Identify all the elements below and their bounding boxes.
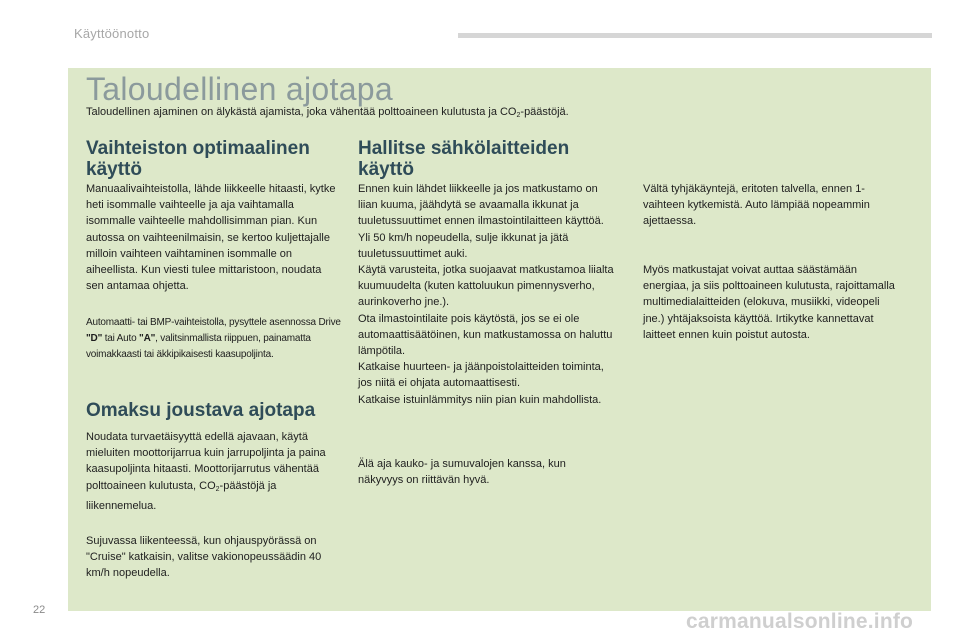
flexible-text-post: -päästöjä ja liikennemelua. xyxy=(86,479,277,512)
gearbox-paragraph-manual: Manuaalivaihteistolla, lähde liikkeelle hitaasti, kytke heti isommalle vaihteelle ja aja vaihtamalla isommalle vaihteelle mahdollisimman pian. Kun autossa on vaihteenilmaisin, se kertoo kuljettajalle milloin vaihteen vaihtaminen isommalle on aiheellista. Kun viesti tulee mittaristoon, noudata sen antamaa ohjetta. xyxy=(86,183,336,293)
flexible-co2-subscript: 2 xyxy=(215,485,220,493)
flexible-text-pre: Noudata turvaetäisyyttä edellä ajavaan, käytä mieluiten moottorijarrua kuin jarrupoljinta ja paina kaasupoljinta hitaasti. Moottorijarrutus vähentää polttoaineen kulutusta, CO xyxy=(86,431,326,492)
gearbox-paragraph-automatic xyxy=(86,315,343,363)
gearbox-heading: Vaihteiston optimaalinen käyttö xyxy=(86,138,310,180)
intro-text-pre: Taloudellinen ajaminen on älykästä ajamista, joka vähentää polttoaineen kulutusta ja CO xyxy=(86,106,517,118)
page-number: 22 xyxy=(33,604,46,616)
page-title: Taloudellinen ajotapa xyxy=(86,71,393,107)
gearbox-auto-label: "A" xyxy=(139,333,156,344)
intro-co2-subscript: 2 xyxy=(516,112,521,119)
flexible-paragraph-cruise: Sujuvassa liikenteessä, kun ohjauspyörässä on "Cruise" katkaisin, valitse vakionopeussäädin 40 km/h nopeudella. xyxy=(86,535,322,580)
gearbox-auto-text-b: tai Auto xyxy=(102,333,140,344)
electrical-paragraph-idling: Vältä tyhjäkäyntejä, eritoten talvella, ennen 1-vaihteen kytkemistä. Auto lämpiää nopeammin ajettaessa. xyxy=(643,183,870,228)
section-title: Käyttöönotto xyxy=(74,26,150,41)
flexible-heading: Omaksu joustava ajotapa xyxy=(86,400,316,421)
gearbox-drive-label: "D" xyxy=(86,333,103,344)
electrical-paragraph-passengers: Myös matkustajat voivat auttaa säästämään energiaa, ja siis polttoaineen kulutusta, rajoittamalla multimedialaitteiden (elokuva, musiikki, videopeli jne.) yhtäjaksoista käyttöä. Irtikytke kannettavat laitteet ennen kuin poistut autosta. xyxy=(643,264,895,341)
electrical-paragraph-lights: Älä aja kauko- ja sumuvalojen kanssa, kun näkyvyys on riittävän hyvä. xyxy=(358,458,566,487)
intro-text xyxy=(86,106,569,119)
electrical-paragraph-climate: Ennen kuin lähdet liikkeelle ja jos matkustamo on liian kuuma, jäähdytä se avaamalla ikkunat ja tuuletussuuttimet ennen ilmastointilaitteen käyttöä. Yli 50 km/h nopeudella, sulje ikkunat ja jätä tuuletussuuttimet auki. Käytä varusteita, jotka suojaavat matkustamoa liialta kuumuudelta (kuten kattoluukun pimennysverho, aurinkoverho jne.). Ota ilmastointilaite pois käytöstä, jos se ei ole automaattisäätöinen, kun matkustamossa on haluttu lämpötila. Katkaise huurteen- ja jäänpoistolaitteiden toiminta, jos niitä ei ohjata automaattisesti. Katkaise istuinlämmitys niin pian kuin mahdollista. xyxy=(358,183,614,406)
flexible-paragraph-engine-braking xyxy=(86,429,342,514)
header-divider xyxy=(458,33,932,38)
electrical-heading: Hallitse sähkölaitteiden käyttö xyxy=(358,138,570,180)
watermark: carmanualsonline.info xyxy=(686,610,914,633)
intro-text-post: -päästöjä. xyxy=(520,106,569,118)
gearbox-auto-text-a: Automaatti- tai BMP-vaihteistolla, pysyttele asennossa Drive xyxy=(86,317,341,328)
gearbox-auto-text-c: , valitsinmallista riippuen, painamatta voimakkaasti tai äkkipikaisesti kaasupoljinta. xyxy=(86,333,311,360)
